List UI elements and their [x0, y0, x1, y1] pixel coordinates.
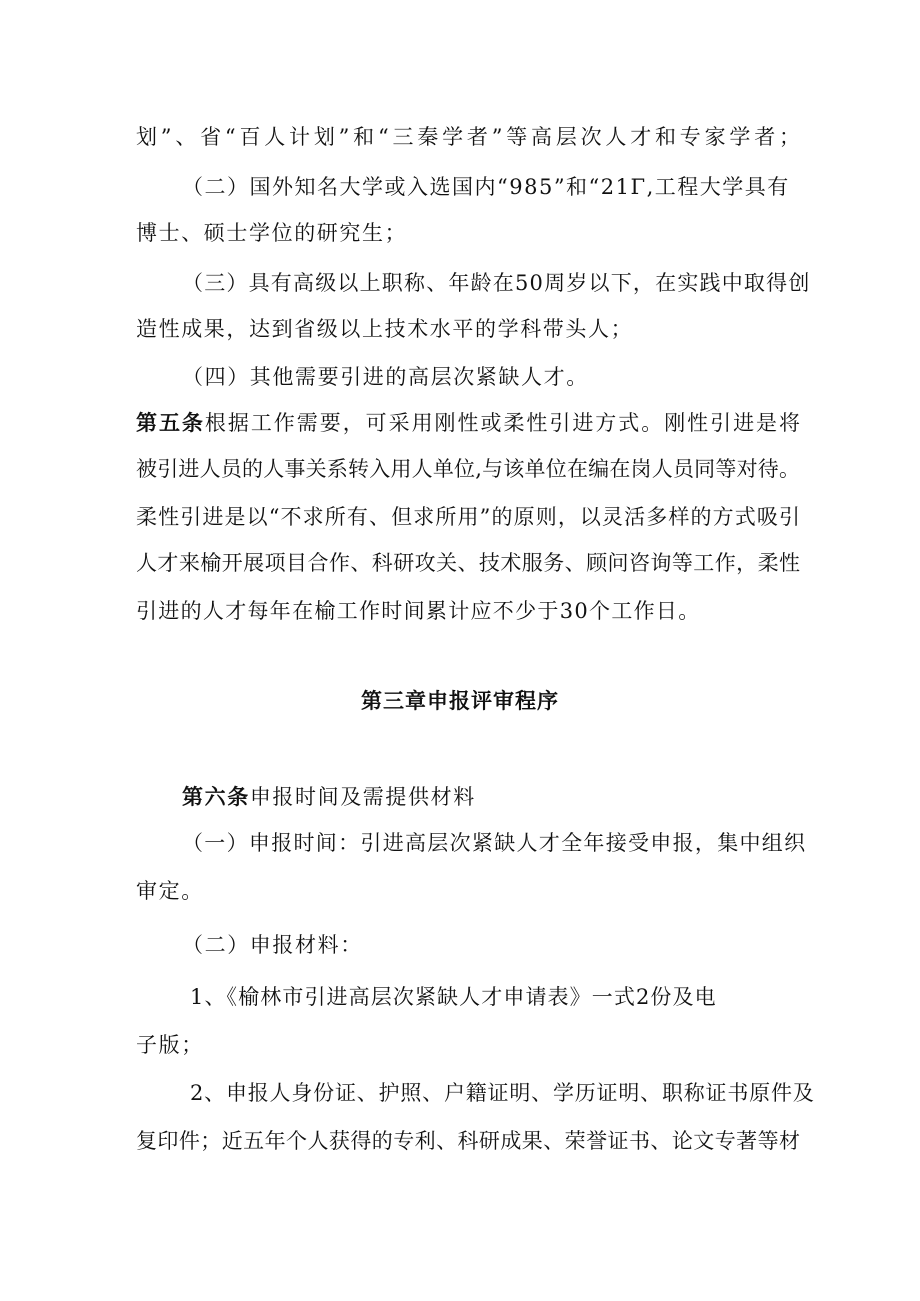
material-2-line-2: 复印件；近五年个人获得的专利、科研成果、荣誉证书、论文专著等材 — [136, 1129, 800, 1153]
chapter-title: 第三章申报评审程序 — [361, 688, 559, 713]
list-item-2-line-2: 博士、硕士学位的研究生； — [136, 221, 408, 245]
article-5-label: 第五条 — [136, 410, 205, 435]
paragraph-line: 划”、省“百人计划”和“三秦学者”等高层次人才和专家学者； — [136, 125, 800, 149]
list-item-3-line-1: （三）具有高级以上职称、年龄在50周岁以下，在实践中取得创 — [182, 271, 811, 295]
list-item-2-line-1: （二）国外知名大学或入选国内“985”和“21Γ,工程大学具有 — [182, 175, 790, 199]
material-2-line-1: 2、申报人身份证、护照、户籍证明、学历证明、职称证书原件及 — [190, 1081, 815, 1105]
item-1-line-1: （一）申报时间：引进高层次紧缺人才全年接受申报，集中组织 — [182, 831, 807, 855]
article-5-line-3: 柔性引进是以“不求所有、但求所用”的原则，以灵活多样的方式吸引 — [136, 505, 800, 529]
article-5-line-2: 被引进人员的人事关系转入用人单位,与该单位在编在岗人员同等对待。 — [136, 457, 800, 481]
article-6-heading — [182, 782, 476, 812]
material-1-line-1: 1、《榆林市引进高层次紧缺人才申请表》一式2份及电 — [190, 985, 717, 1009]
article-6-text: 申报时间及需提供材料 — [249, 785, 476, 809]
item-1-line-2: 审定。 — [136, 879, 204, 903]
article-5-line-1 — [136, 408, 800, 438]
article-5-line-4: 人才来榆开展项目合作、科研攻关、技术服务、顾问咨询等工作，柔性 — [136, 551, 800, 575]
article-6-label: 第六条 — [182, 784, 250, 809]
material-1-line-2: 子版； — [136, 1033, 204, 1057]
list-item-4: （四）其他需要引进的高层次紧缺人才。 — [182, 365, 589, 389]
list-item-3-line-2: 造性成果，达到省级以上技术水平的学科带头人； — [136, 317, 634, 341]
article-5-line-5: 引进的人才每年在榆工作时间累计应不少于30个工作日。 — [136, 599, 701, 623]
article-5-text: 根据工作需要，可采用刚性或柔性引进方式。刚性引进是将 — [204, 411, 801, 435]
item-2-heading: （二）申报材料： — [182, 933, 363, 957]
